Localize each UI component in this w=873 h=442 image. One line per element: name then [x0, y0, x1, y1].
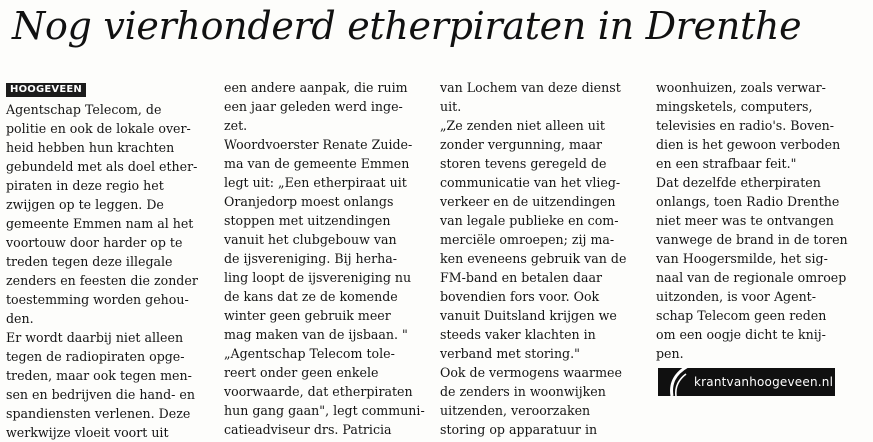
text-line: uit. — [440, 99, 462, 114]
text-line: storen tevens geregeld de — [440, 156, 607, 171]
text-line: vanuit het clubgebouw van — [224, 232, 397, 247]
text-line: treden, maar ook tegen men- — [6, 368, 192, 383]
text-line: FM-band en betalen daar — [440, 270, 602, 285]
text-line: zet. — [224, 118, 248, 133]
article-column-1 — [6, 78, 212, 442]
text-line: Dat dezelfde etherpiraten — [656, 175, 821, 190]
text-line: niet meer was te ontvangen — [656, 213, 834, 228]
text-line: treden tegen deze illegale — [6, 254, 173, 269]
article-headline: Nog vierhonderd etherpiraten in Drenthe — [12, 4, 802, 48]
text-line: heid hebben hun krachten — [6, 140, 175, 155]
text-line: van Lochem van deze dienst — [440, 80, 621, 95]
text-line: legt uit: „Een etherpiraat uit — [224, 175, 407, 190]
text-line: en een strafbaar feit." — [656, 156, 797, 171]
text-line: steeds vaker klachten in — [440, 327, 596, 342]
text-line: reert onder geen enkele — [224, 365, 379, 380]
text-line: Ook de vermogens waarmee — [440, 365, 622, 380]
text-line: bovendien fors voor. Ook — [440, 289, 600, 304]
text-line: catieadviseur drs. Patricia — [224, 422, 392, 437]
text-line: een jaar geleden werd inge- — [224, 99, 403, 114]
text-line: onlangs, toen Radio Drenthe — [656, 194, 840, 209]
text-line: schap Telecom geen reden — [656, 308, 827, 323]
logo-text: krantvanhoogeveen.nl — [694, 375, 834, 389]
text-line: zenders en feesten die zonder — [6, 273, 198, 288]
text-line: pen. — [656, 346, 684, 361]
text-line: sen en bedrijven die hand- en — [6, 387, 195, 402]
text-line: zonder vergunning, maar — [440, 137, 603, 152]
text-line: communicatie van het vlieg- — [440, 175, 621, 190]
text-line: toestemming worden gehou- — [6, 292, 189, 307]
text-line: om een oogje dicht te knij- — [656, 327, 826, 342]
text-line: tegen de radiopiraten opge- — [6, 349, 185, 364]
text-line: zwijgen op te leggen. De — [6, 197, 164, 212]
text-line: piraten in deze regio het — [6, 178, 164, 193]
text-line: stoppen met uitzendingen — [224, 213, 391, 228]
text-line: ma van de gemeente Emmen — [224, 156, 410, 171]
text-line: de zenders in woonwijken — [440, 384, 606, 399]
text-line: van Hoogersmilde, het sig- — [656, 251, 828, 266]
text-line: gebundeld met als doel ether- — [6, 159, 198, 174]
text-line: storing op apparatuur in — [440, 422, 598, 437]
text-line: merciële omroepen; zij ma- — [440, 232, 615, 247]
text-line: verband met storing." — [440, 346, 580, 361]
text-line: een andere aanpak, die ruim — [224, 80, 408, 95]
text-line: vanwege de brand in de toren — [656, 232, 848, 247]
article-column-3 — [440, 78, 646, 439]
dateline-badge: HOOGEVEEN — [6, 83, 86, 97]
text-line: winter geen gebruik meer — [224, 308, 391, 323]
text-line: verkeer en de uitzendingen — [440, 194, 616, 209]
text-line: spandiensten verlenen. Deze — [6, 406, 191, 421]
text-line: woonhuizen, zoals verwar- — [656, 80, 826, 95]
text-line: werkwijze vloeit voort uit — [6, 425, 169, 440]
text-line: ken eveneens gebruik van de — [440, 251, 627, 266]
text-line: mingsketels, computers, — [656, 99, 813, 114]
text-line: naal van de regionale omroep — [656, 270, 847, 285]
text-line: Agentschap Telecom, de — [6, 102, 162, 117]
text-line: uitzenden, veroorzaken — [440, 403, 591, 418]
article-column-2 — [224, 78, 428, 439]
text-line: „Agentschap Telecom tole- — [224, 346, 395, 361]
signal-swoosh-icon — [666, 368, 694, 396]
text-line: vanuit Duitsland krijgen we — [440, 308, 617, 323]
text-line: televisies en radio's. Boven- — [656, 118, 835, 133]
text-line: politie en ook de lokale over- — [6, 121, 191, 136]
text-line: Oranjedorp moest onlangs — [224, 194, 394, 209]
text-line: Er wordt daarbij niet alleen — [6, 330, 184, 345]
text-line: dien is het gewoon verboden — [656, 137, 841, 152]
article-column-4 — [656, 78, 868, 363]
text-line: gemeente Emmen nam al het — [6, 216, 194, 231]
krantvanhoogeveen-logo — [658, 368, 835, 396]
text-line: de kans dat ze de komende — [224, 289, 398, 304]
text-line: voortouw door harder op te — [6, 235, 183, 250]
text-line: uitzonden, is voor Agent- — [656, 289, 816, 304]
text-line: Woordvoerster Renate Zuide- — [224, 137, 413, 152]
text-line: de ijsvereniging. Bij herha- — [224, 251, 398, 266]
text-line: hun gang gaan", legt communi- — [224, 403, 425, 418]
text-line: ling loopt de ijsvereniging nu — [224, 270, 412, 285]
text-line: mag maken van de ijsbaan. " — [224, 327, 408, 342]
text-line: van legale publieke en com- — [440, 213, 619, 228]
text-line: voorwaarde, dat etherpiraten — [224, 384, 413, 399]
text-line: den. — [6, 311, 34, 326]
text-line: „Ze zenden niet alleen uit — [440, 118, 605, 133]
